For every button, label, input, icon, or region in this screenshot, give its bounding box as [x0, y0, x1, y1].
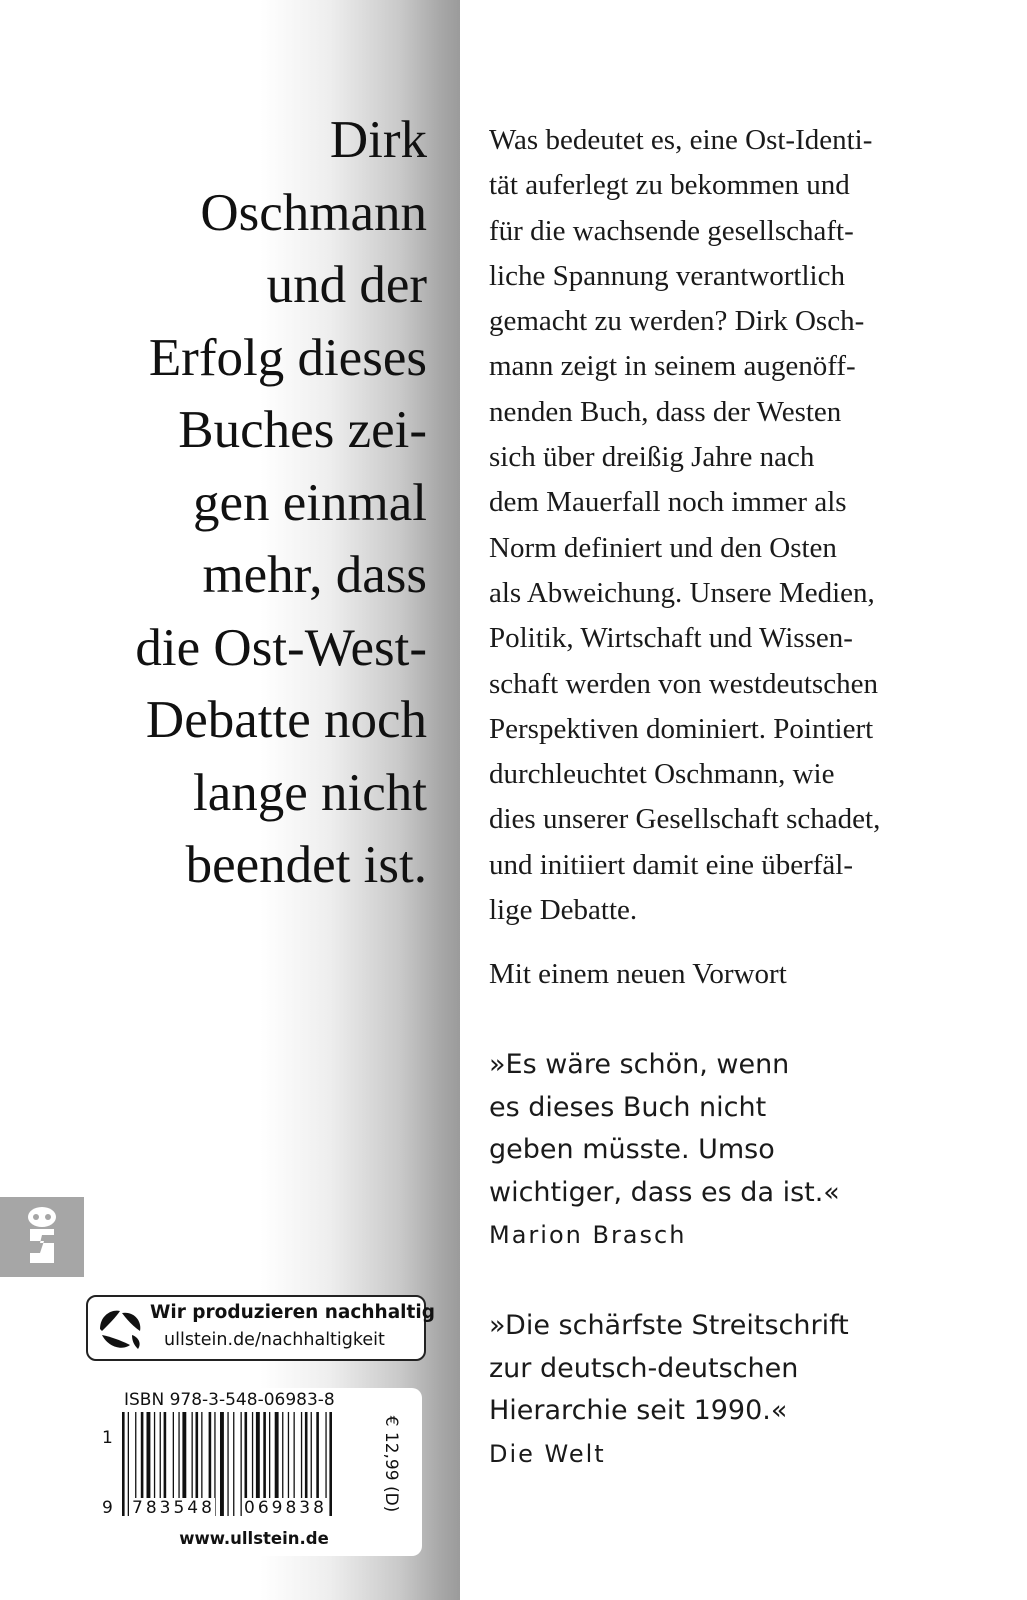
headline-line: beendet ist.: [185, 836, 427, 894]
quote-line: es dieses Buch nicht: [489, 1091, 767, 1123]
headline-line: die Ost-West-: [135, 618, 427, 677]
barcode-top-digit: 1: [102, 1428, 113, 1448]
headline-line: Erfolg dieses: [148, 328, 427, 387]
leaf-icon: [94, 1305, 146, 1353]
blurb-line: Norm definiert und den Osten: [489, 531, 837, 564]
headline-line: Buches zei-: [178, 401, 427, 459]
price-text: € 12,99 (D): [381, 1415, 401, 1513]
review-quote-brasch: [489, 1044, 840, 1256]
quote-line: wichtiger, dass es da ist.«: [489, 1176, 840, 1208]
blurb-line: lige Debatte.: [489, 894, 638, 927]
quote-line: zur deutsch-deutschen: [489, 1352, 799, 1384]
isbn-label: ISBN 978-3-548-06983-8: [124, 1390, 335, 1410]
blurb-line: schaft werden von westdeutschen: [489, 667, 878, 700]
quote-line: geben müsste. Umso: [489, 1134, 775, 1165]
quote-author: Die Welt: [489, 1439, 606, 1468]
eco-title: Wir produzieren nachhaltig: [150, 1302, 435, 1323]
price-label: [379, 1412, 403, 1516]
sustainability-badge: [86, 1295, 435, 1361]
blurb-line: gemacht zu werden? Dirk Osch-: [489, 305, 865, 338]
blurb-line: für die wachsende gesellschaft-: [489, 214, 854, 247]
headline-line: Dirk: [329, 111, 427, 169]
website-label: www.ullstein.de: [179, 1529, 329, 1548]
blurb-line: Was bedeutet es, eine Ost-Identi-: [489, 124, 873, 156]
headline-line: Debatte noch: [145, 691, 427, 749]
blurb-line: als Abweichung. Unsere Medien,: [489, 576, 875, 609]
review-quote-welt: [489, 1305, 849, 1475]
blurb-line: tät auferlegt zu bekommen und: [489, 169, 850, 202]
blurb-line: sich über dreißig Jahre nach: [489, 441, 815, 474]
barcode-group-2: 069838: [244, 1498, 327, 1518]
blurb-line: Perspektiven dominiert. Pointiert: [489, 712, 874, 745]
headline-line: und der: [266, 256, 427, 314]
headline-line: mehr, dass: [202, 546, 427, 604]
blurb-line: liche Spannung verantwortlich: [489, 259, 845, 292]
quote-line: »Die schärfste Streitschrift: [489, 1310, 849, 1341]
owl-icon: [0, 1197, 84, 1277]
blurb-line: und initiiert damit eine überfäl-: [489, 848, 853, 881]
blurb-line: dem Mauerfall noch immer als: [489, 486, 847, 519]
barcode-box: [86, 1388, 422, 1556]
quote-line: Hierarchie seit 1990.«: [489, 1395, 788, 1426]
quote-line: »Es wäre schön, wenn: [489, 1049, 790, 1080]
blurb-text: [489, 118, 939, 933]
quote-author: Marion Brasch: [489, 1221, 687, 1249]
blurb-line: nenden Buch, dass der Westen: [489, 395, 842, 428]
headline-line: gen einmal: [193, 473, 427, 532]
barcode-group-1: 783548: [132, 1498, 215, 1518]
blurb-line: Politik, Wirtschaft und Wissen-: [489, 622, 853, 655]
blurb-line: dies unserer Gesellschaft schadet,: [489, 803, 881, 836]
barcode-first-digit: 9: [102, 1498, 113, 1518]
headline: [47, 104, 427, 902]
blurb-line: mann zeigt in seinem augenöff-: [489, 350, 856, 383]
eco-url: ullstein.de/nachhaltigkeit: [164, 1330, 385, 1350]
preface-note: Mit einem neuen Vorwort: [489, 958, 787, 990]
headline-line: lange nicht: [193, 763, 427, 822]
ullstein-owl-logo: [0, 1197, 84, 1277]
headline-line: Oschmann: [200, 183, 427, 242]
blurb-line: durchleuchtet Oschmann, wie: [489, 758, 835, 791]
